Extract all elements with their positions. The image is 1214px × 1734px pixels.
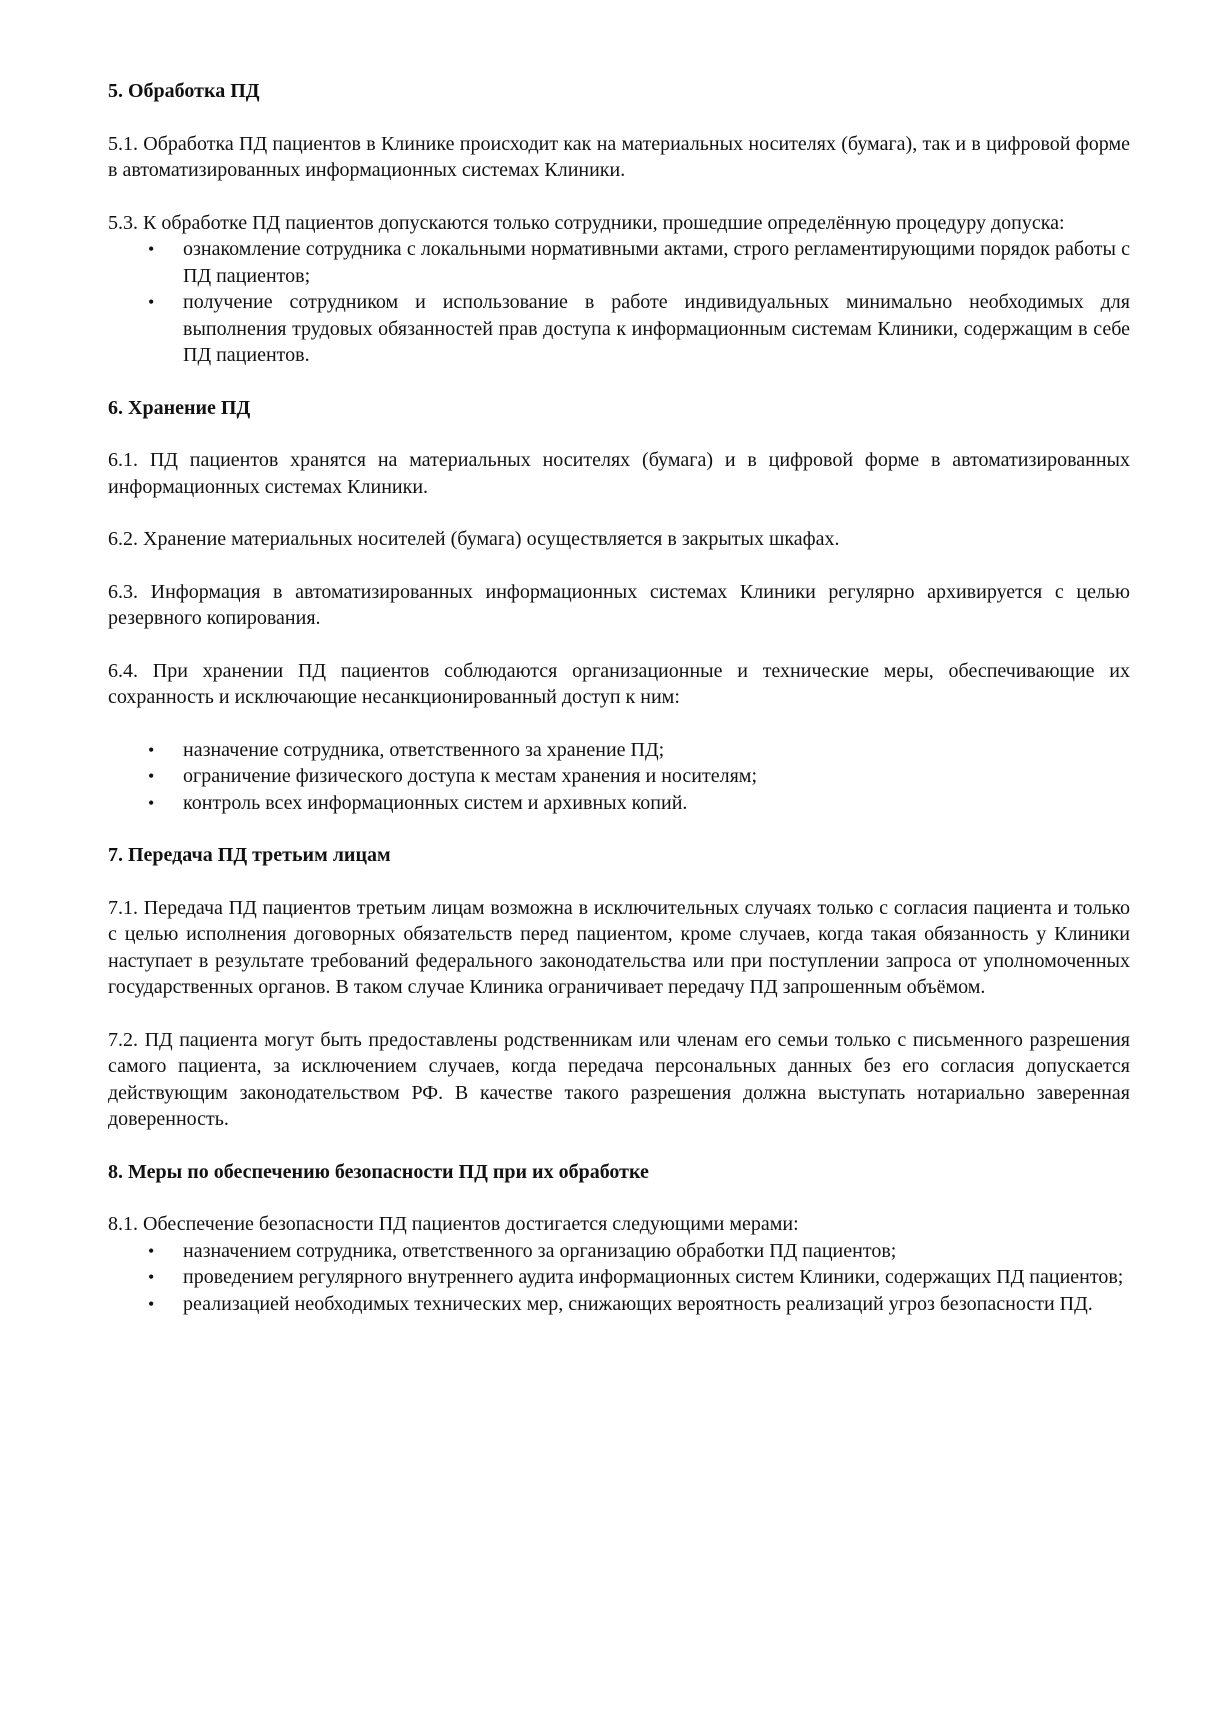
- bullet-list-5: [108, 236, 1130, 369]
- list-item-text: контроль всех информационных систем и архивных копий.: [183, 791, 688, 814]
- paragraph-7-1: 7.1. Передача ПД пациентов третьим лицам возможна в исключительных случаях только с согласия пациента и только с целью исполнения договорных обязательств перед пациентом, кроме случаев, когда такая обязанность у Клиники наступает в результате требований федерального законодательства или при поступлении запроса от уполномоченных государственных органов. В таком случае Клиника ограничивает передачу ПД запрошенным объёмом.: [108, 896, 1130, 998]
- list-item-text: назначением сотрудника, ответственного за организацию обработки ПД пациентов;: [183, 1239, 897, 1262]
- paragraph-5-1: 5.1. Обработка ПД пациентов в Клинике происходит как на материальных носителях (бумага), так и в цифровой форме в автоматизированных информационных системах Клиники.: [108, 132, 1130, 181]
- section-heading-6: 6. Хранение ПД: [108, 396, 251, 419]
- bullet-icon: •: [148, 1293, 155, 1314]
- paragraph-6-4: 6.4. При хранении ПД пациентов соблюдаются организационные и технические меры, обеспечивающие их сохранность и исключающие несанкционированный доступ к ним:: [108, 659, 1130, 708]
- bullet-list-6: [108, 737, 1130, 817]
- list-item-text: реализацией необходимых технических мер, снижающих вероятность реализаций угроз безопасности ПД.: [183, 1292, 1093, 1315]
- section-heading-7: 7. Передача ПД третьим лицам: [108, 844, 391, 866]
- bullet-icon: •: [148, 1267, 155, 1287]
- paragraph-7-2: 7.2. ПД пациента могут быть предоставлены родственникам или членам его семьи только с письменного разрешения самого пациента, за исключением случаев, когда передача персональных данных без его согласия допускается действующим законодательством РФ. В качестве такого разрешения должна выступать нотариально заверенная доверенность.: [108, 1028, 1130, 1130]
- bullet-icon: •: [148, 239, 155, 259]
- list-item: [108, 236, 1130, 289]
- bullet-icon: •: [148, 739, 155, 760]
- section-heading-5: 5. Обработка ПД: [108, 80, 260, 102]
- paragraph-6-1: 6.1. ПД пациентов хранятся на материальных носителях (бумага) и в цифровой форме в автоматизированных информационных системах Клиники.: [108, 449, 1130, 498]
- bullet-icon: •: [148, 792, 155, 813]
- list-item: [108, 737, 1130, 764]
- list-item-text: ограничение физического доступа к местам хранения и носителям;: [183, 765, 757, 787]
- list-item-text: проведением регулярного внутреннего аудита информационных систем Клиники, содержащих ПД пациентов;: [183, 1266, 1124, 1288]
- list-item: [108, 1238, 1130, 1265]
- bullet-icon: •: [148, 766, 155, 786]
- list-item: [108, 763, 1130, 790]
- bullet-icon: •: [148, 292, 155, 312]
- section-heading-8: 8. Меры по обеспечению безопасности ПД при их обработке: [108, 1160, 649, 1183]
- bullet-list-8: [108, 1238, 1130, 1318]
- paragraph-8-1: 8.1. Обеспечение безопасности ПД пациентов достигается следующими мерами:: [108, 1213, 799, 1235]
- document-page: [108, 78, 1130, 1317]
- paragraph-6-2: 6.2. Хранение материальных носителей (бумага) осуществляется в закрытых шкафах.: [108, 528, 840, 550]
- paragraph-6-3: 6.3. Информация в автоматизированных информационных системах Клиники регулярно архивируется с целью резервного копирования.: [108, 580, 1130, 629]
- list-item: [108, 1291, 1130, 1318]
- list-item: [108, 289, 1130, 369]
- paragraph-5-3: 5.3. К обработке ПД пациентов допускаются только сотрудники, прошедшие определённую процедуру допуска:: [108, 211, 1065, 234]
- list-item-text: получение сотрудником и использование в работе индивидуальных минимально необходимых для выполнения трудовых обязанностей прав доступа к информационным системам Клиники, содержащим в себе ПД пациентов.: [183, 291, 1130, 366]
- list-item-text: назначение сотрудника, ответственного за хранение ПД;: [183, 738, 665, 761]
- list-item: [108, 1264, 1130, 1291]
- list-item: [108, 790, 1130, 817]
- bullet-icon: •: [148, 1240, 155, 1261]
- list-item-text: ознакомление сотрудника с локальными нормативными актами, строго регламентирующими порядок работы с ПД пациентов;: [183, 238, 1130, 287]
